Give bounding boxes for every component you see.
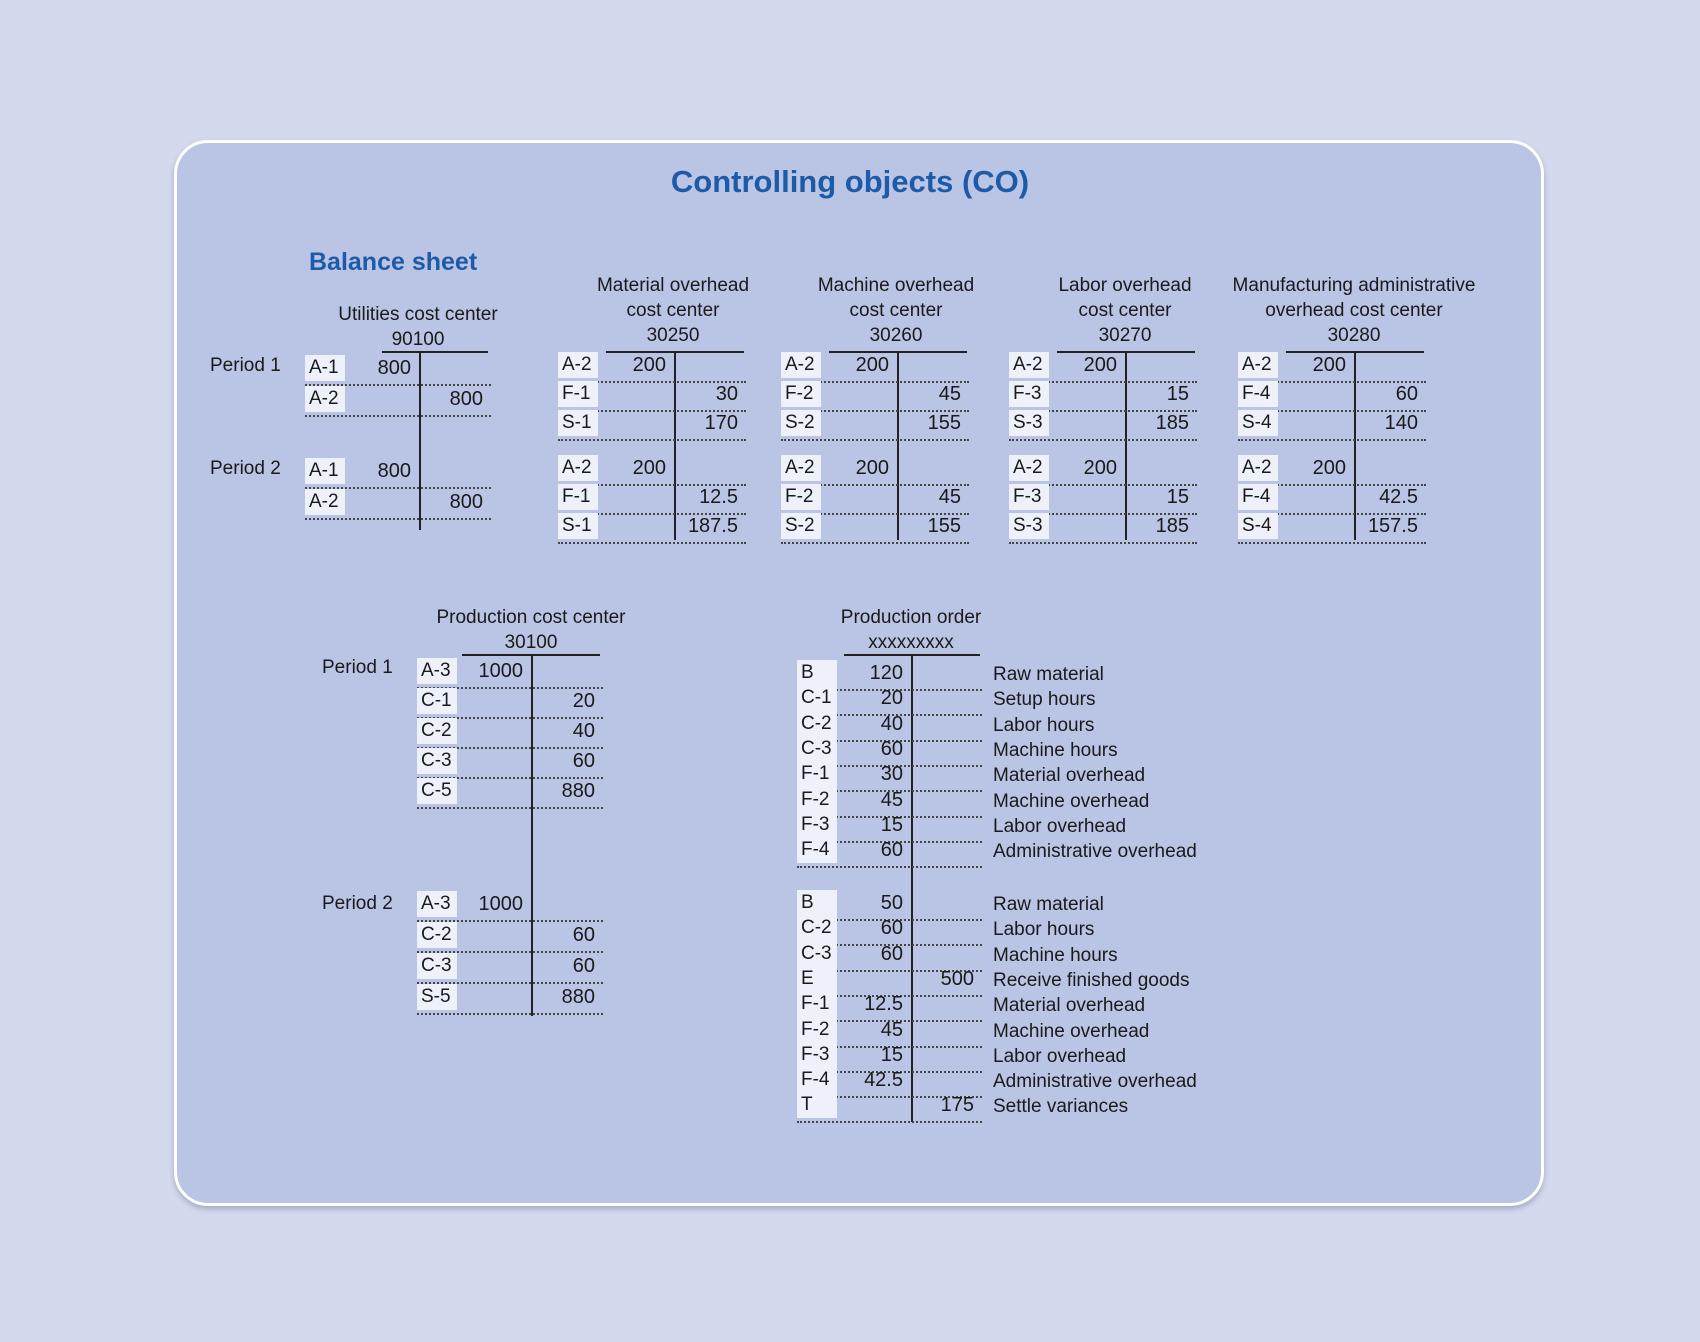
entry-code: A-2: [781, 455, 821, 481]
debit-amount: 200: [632, 354, 666, 376]
debit-amount: 20: [880, 687, 903, 710]
debit-amount: 40: [880, 712, 903, 735]
entry-code: F-2: [797, 1017, 837, 1043]
account-header-line: 30100: [504, 632, 558, 653]
entry-code: F-1: [797, 761, 837, 787]
page-title: Controlling objects (CO): [670, 164, 1030, 199]
ledger-row: [797, 1090, 982, 1123]
entry-code: B: [797, 660, 837, 686]
entry-code: F-1: [558, 381, 598, 407]
debit-amount: 200: [1312, 354, 1346, 376]
entry-code: S-4: [1238, 513, 1278, 539]
credit-amount: 155: [927, 412, 961, 434]
ledger-row: [558, 408, 746, 441]
credit-amount: 187.5: [687, 515, 738, 537]
entry-label: Machine hours: [993, 739, 1118, 761]
account-header-line: Production cost center: [436, 607, 626, 628]
credit-amount: 880: [561, 986, 595, 1008]
credit-amount: 880: [561, 780, 595, 802]
entry-code: A-3: [417, 658, 457, 684]
period-label: Period 2: [210, 458, 281, 479]
account-header-line: cost center: [1078, 300, 1172, 321]
ledger-row: [1238, 408, 1426, 441]
entry-code: C-3: [797, 736, 837, 762]
credit-amount: 155: [927, 515, 961, 537]
credit-amount: 60: [572, 750, 595, 772]
entry-code: S-2: [781, 513, 821, 539]
credit-amount: 157.5: [1367, 515, 1418, 537]
entry-code: F-4: [797, 837, 837, 863]
ledger-row: [305, 384, 491, 417]
debit-amount: 30: [880, 763, 903, 786]
debit-amount: 200: [1312, 457, 1346, 479]
entry-code: A-2: [558, 455, 598, 481]
entry-code: B: [797, 890, 837, 916]
account-header-line: Labor overhead: [1058, 275, 1192, 296]
debit-amount: 60: [880, 942, 903, 965]
entry-label: Administrative overhead: [993, 841, 1197, 863]
debit-amount: 200: [855, 354, 889, 376]
entry-code: F-1: [797, 991, 837, 1017]
account-header-line: Utilities cost center: [338, 304, 498, 325]
ledger-row: [558, 511, 746, 544]
entry-code: E: [797, 966, 837, 992]
debit-amount: 12.5: [864, 993, 903, 1016]
entry-code: C-1: [797, 685, 837, 711]
ledger-row: [1009, 408, 1197, 441]
entry-code: A-1: [305, 458, 345, 484]
entry-code: A-2: [1238, 352, 1278, 378]
entry-label: Labor hours: [993, 919, 1095, 941]
ledger-row: [1009, 511, 1197, 544]
account-header-line: Material overhead: [596, 275, 750, 296]
credit-amount: 45: [938, 486, 961, 508]
entry-code: S-3: [1009, 513, 1049, 539]
ledger-row: [305, 353, 491, 386]
credit-amount: 800: [449, 491, 483, 513]
debit-amount: 15: [880, 1043, 903, 1066]
entry-code: C-2: [417, 718, 457, 744]
entry-label: Raw material: [993, 894, 1104, 915]
debit-amount: 800: [377, 357, 411, 379]
entry-label: Setup hours: [993, 689, 1096, 711]
entry-label: Material overhead: [993, 765, 1146, 787]
account-header-line: 90100: [391, 329, 445, 350]
ledger-row: [417, 951, 603, 984]
entry-code: A-1: [305, 355, 345, 381]
debit-amount: 60: [880, 737, 903, 760]
ledger-row: [417, 920, 603, 953]
entry-code: F-4: [797, 1067, 837, 1093]
ledger-row: [417, 746, 603, 779]
debit-amount: 45: [880, 788, 903, 811]
account-header-line: 30260: [869, 325, 923, 346]
credit-amount: 60: [572, 924, 595, 946]
entry-code: A-2: [781, 352, 821, 378]
credit-amount: 800: [449, 388, 483, 410]
entry-code: F-4: [1238, 484, 1278, 510]
entry-code: C-3: [417, 953, 457, 979]
credit-amount: 185: [1155, 515, 1189, 537]
entry-code: F-2: [781, 484, 821, 510]
credit-amount: 140: [1384, 412, 1418, 434]
entry-code: S-5: [417, 984, 457, 1010]
ledger-row: [1238, 511, 1426, 544]
entry-code: A-2: [1009, 352, 1049, 378]
credit-amount: 40: [572, 720, 595, 742]
ledger-row: [417, 716, 603, 749]
account-header-line: Manufacturing administrative: [1232, 275, 1476, 296]
credit-amount: 45: [938, 383, 961, 405]
ledger-row: [417, 982, 603, 1015]
account-header: [1204, 273, 1504, 348]
entry-code: A-2: [1238, 455, 1278, 481]
entry-code: S-2: [781, 410, 821, 436]
debit-amount: 1000: [478, 660, 523, 682]
entry-code: F-3: [1009, 381, 1049, 407]
account-header-line: 30270: [1098, 325, 1152, 346]
ledger-row: [417, 776, 603, 809]
entry-code: F-3: [797, 1042, 837, 1068]
credit-amount: 60: [572, 955, 595, 977]
entry-code: F-2: [781, 381, 821, 407]
entry-label: Machine overhead: [993, 790, 1150, 812]
debit-amount: 120: [869, 662, 903, 684]
entry-code: F-2: [797, 787, 837, 813]
entry-label: Machine overhead: [993, 1020, 1150, 1042]
credit-amount: 30: [715, 383, 738, 405]
debit-amount: 50: [880, 892, 903, 914]
credit-amount: 42.5: [1379, 486, 1418, 508]
entry-code: F-3: [797, 812, 837, 838]
debit-amount: 200: [1083, 457, 1117, 479]
debit-amount: 200: [1083, 354, 1117, 376]
period-label: Period 2: [322, 893, 393, 914]
entry-code: A-2: [305, 386, 345, 412]
account-header-line: overhead cost center: [1265, 300, 1443, 321]
entry-label: Machine hours: [993, 944, 1118, 966]
account-header: [761, 605, 1061, 655]
entry-label: Labor overhead: [993, 1045, 1127, 1067]
entry-label: Receive finished goods: [993, 969, 1190, 991]
ledger-row: [417, 656, 603, 689]
entry-label: Material overhead: [993, 995, 1146, 1017]
ledger-row: [781, 511, 969, 544]
entry-code: C-1: [417, 688, 457, 714]
account-header: [381, 605, 681, 655]
section-title: Balance sheet: [309, 248, 478, 276]
ledger-row: [417, 889, 603, 922]
credit-amount: 60: [1395, 383, 1418, 405]
account-header-line: cost center: [626, 300, 720, 321]
credit-amount: 500: [940, 967, 974, 990]
entry-label: Raw material: [993, 664, 1104, 685]
entry-label: Settle variances: [993, 1096, 1129, 1118]
debit-amount: 200: [855, 457, 889, 479]
ledger-row: [305, 456, 491, 489]
credit-amount: 20: [572, 690, 595, 712]
debit-amount: 15: [880, 813, 903, 836]
entry-code: A-2: [558, 352, 598, 378]
entry-code: C-5: [417, 778, 457, 804]
entry-code: F-4: [1238, 381, 1278, 407]
credit-amount: 15: [1166, 383, 1189, 405]
debit-amount: 200: [632, 457, 666, 479]
debit-amount: 42.5: [864, 1069, 903, 1092]
entry-label: Labor hours: [993, 714, 1095, 736]
ledger-row: [305, 487, 491, 520]
ledger-row: [417, 686, 603, 719]
debit-amount: 800: [377, 460, 411, 482]
entry-code: S-1: [558, 513, 598, 539]
debit-amount: 60: [880, 917, 903, 940]
entry-code: C-2: [417, 922, 457, 948]
entry-code: F-3: [1009, 484, 1049, 510]
entry-code: S-4: [1238, 410, 1278, 436]
entry-label: Labor overhead: [993, 815, 1127, 837]
debit-amount: 1000: [478, 893, 523, 915]
debit-amount: 60: [880, 839, 903, 862]
debit-amount: 45: [880, 1018, 903, 1041]
entry-code: C-3: [417, 748, 457, 774]
entry-code: C-3: [797, 941, 837, 967]
entry-code: A-2: [1009, 455, 1049, 481]
entry-label: Administrative overhead: [993, 1071, 1197, 1093]
credit-amount: 175: [940, 1094, 974, 1117]
entry-code: A-2: [305, 489, 345, 515]
entry-code: S-3: [1009, 410, 1049, 436]
account-header-line: xxxxxxxxx: [868, 632, 954, 653]
period-label: Period 1: [322, 657, 393, 678]
ledger-row: [797, 835, 982, 868]
entry-code: C-2: [797, 711, 837, 737]
entry-code: A-3: [417, 891, 457, 917]
credit-amount: 15: [1166, 486, 1189, 508]
credit-amount: 185: [1155, 412, 1189, 434]
entry-code: C-2: [797, 915, 837, 941]
account-header-line: Production order: [840, 607, 982, 628]
account-header-line: cost center: [849, 300, 943, 321]
account-header-line: 30280: [1327, 325, 1381, 346]
account-header-line: 30250: [646, 325, 700, 346]
credit-amount: 12.5: [699, 486, 738, 508]
ledger-row: [781, 408, 969, 441]
entry-code: S-1: [558, 410, 598, 436]
entry-code: T: [797, 1092, 837, 1118]
period-label: Period 1: [210, 355, 281, 376]
entry-code: F-1: [558, 484, 598, 510]
credit-amount: 170: [704, 412, 738, 434]
account-header-line: Machine overhead: [817, 275, 975, 296]
